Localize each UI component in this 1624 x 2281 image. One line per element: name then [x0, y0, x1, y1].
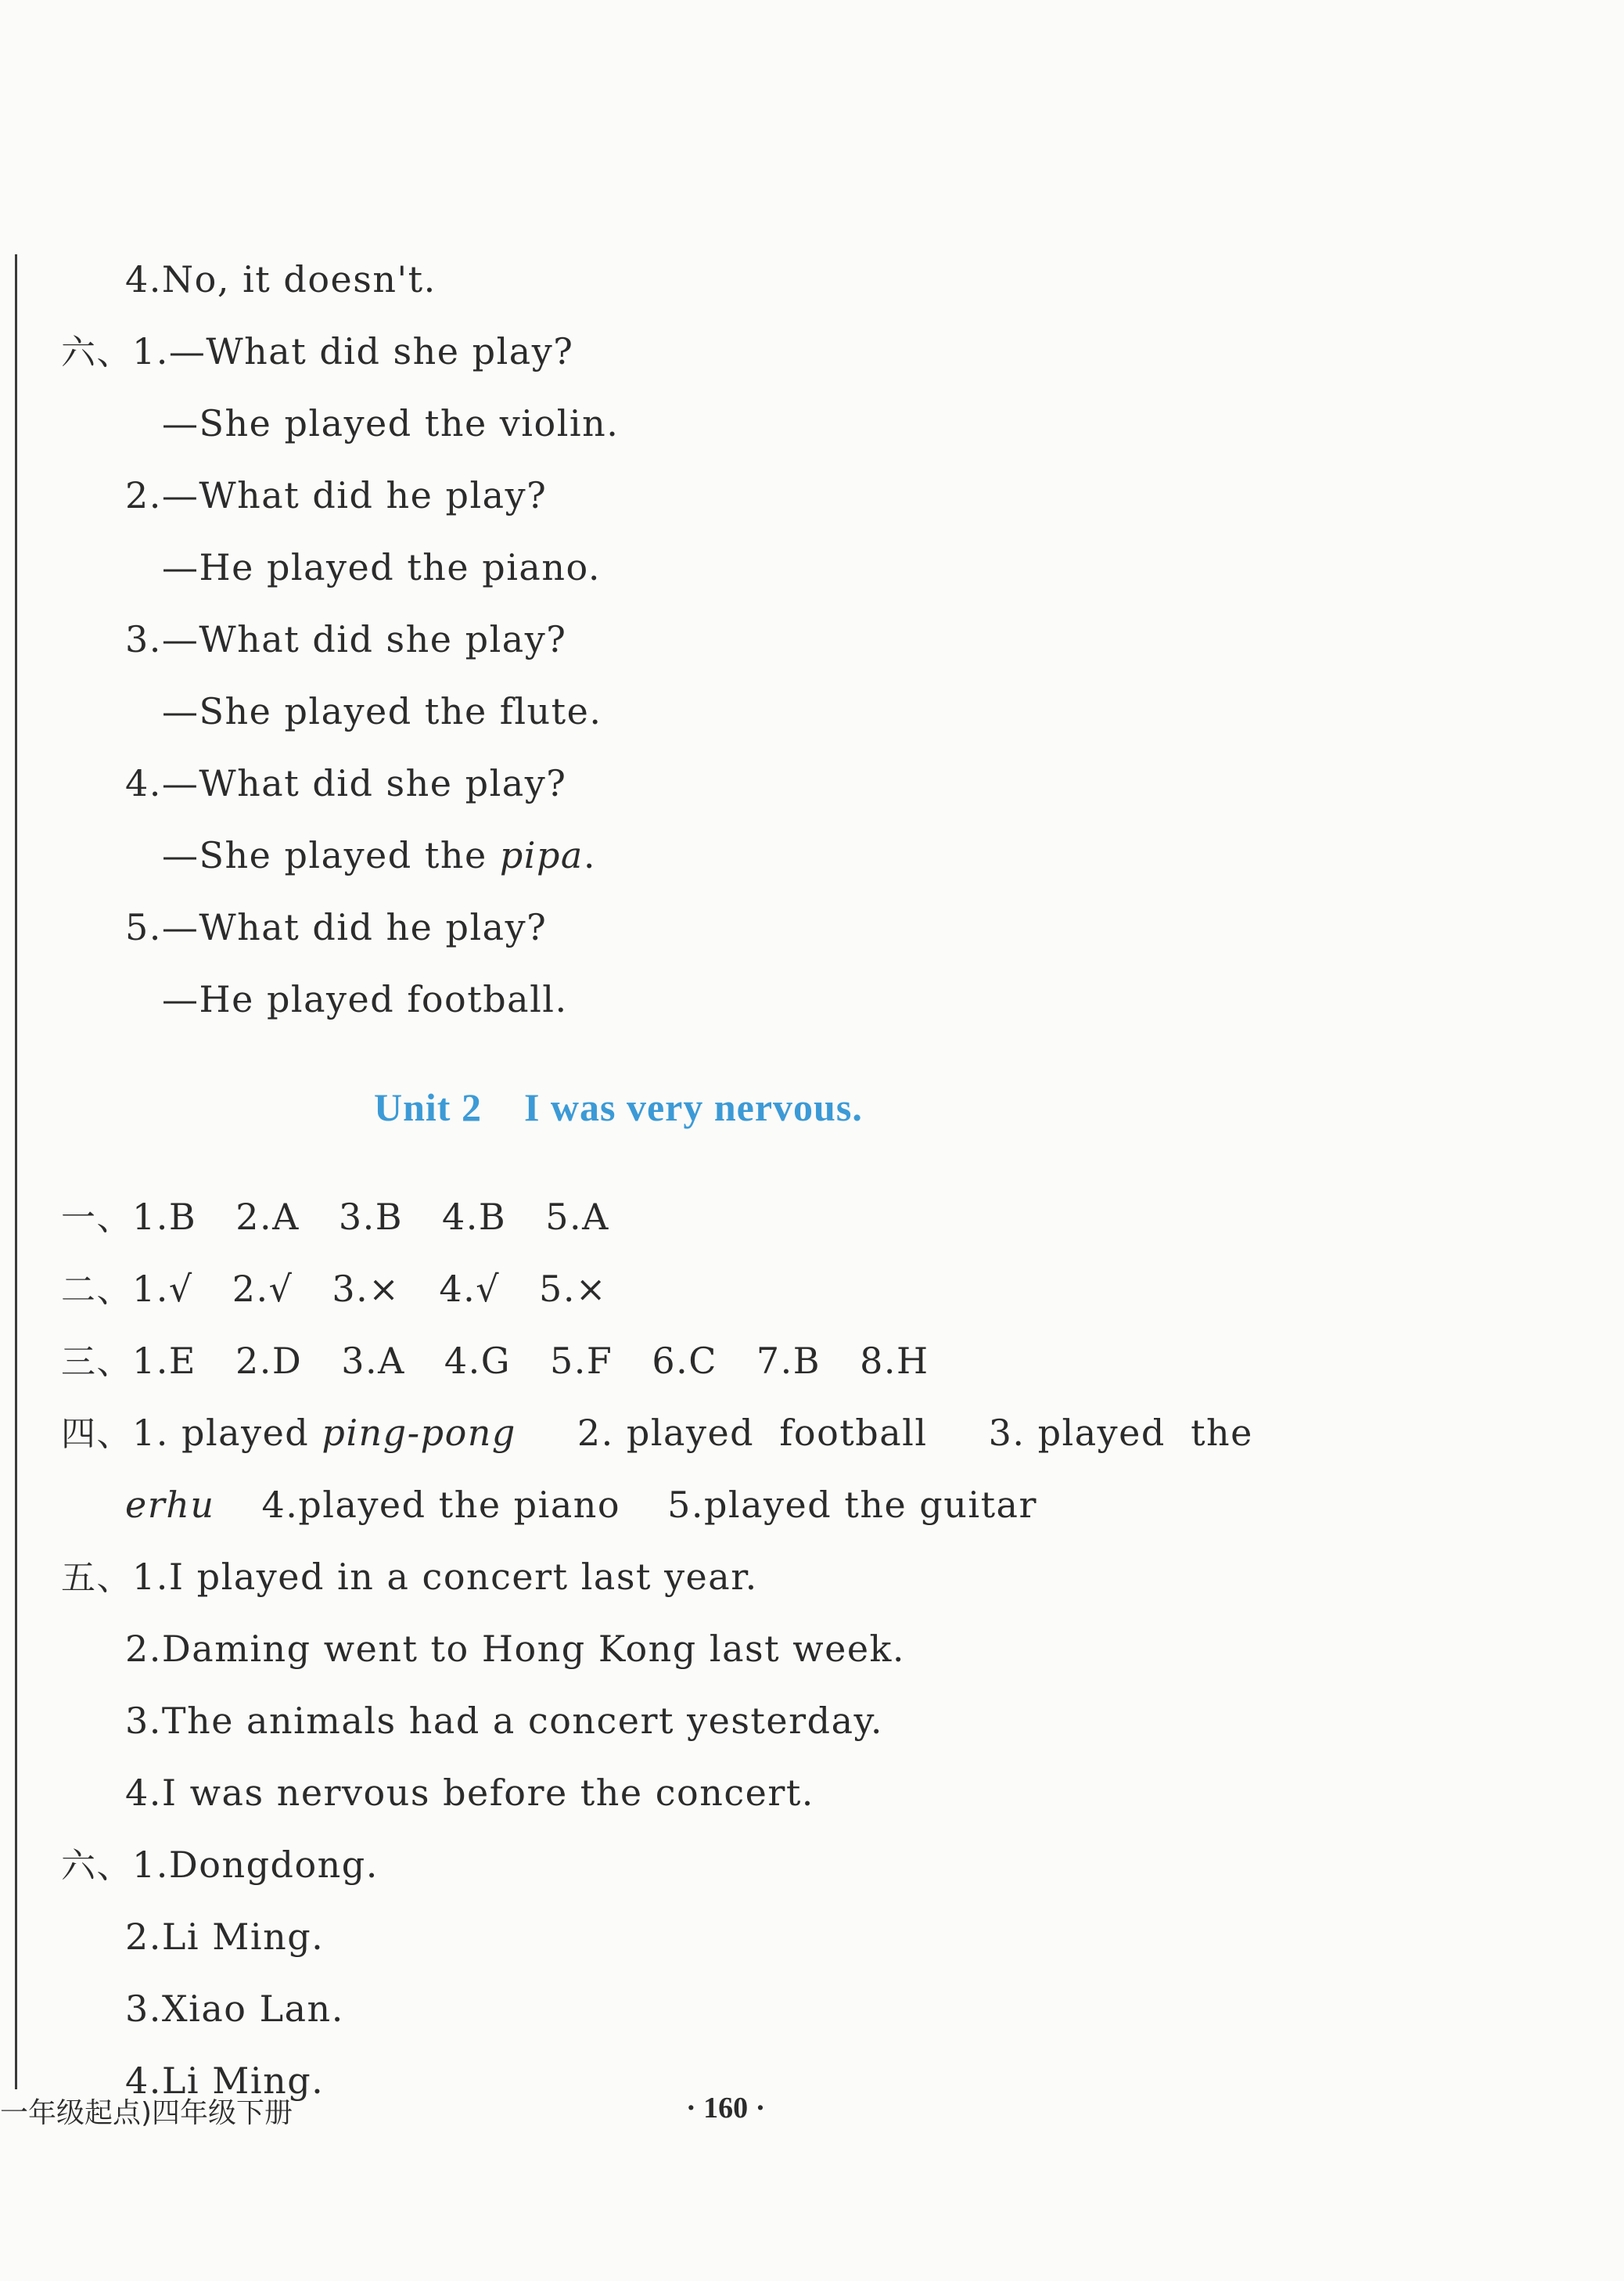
answer-line: 3.The animals had a concert yesterday.	[125, 1700, 884, 1742]
answer-item: 8.H	[860, 1340, 929, 1382]
answer-item: 2.√	[232, 1268, 293, 1310]
answer-text: 1.I played in a concert last year.	[132, 1556, 758, 1598]
section-number: 一、	[61, 1198, 132, 1238]
page-number: · 160 ·	[686, 2092, 766, 2124]
answer-item: 1.E	[132, 1340, 196, 1382]
italic-term: ping-pong	[322, 1412, 516, 1454]
answer-line: —She played the violin.	[162, 402, 620, 444]
section-number: 四、	[61, 1414, 132, 1454]
answer-text: 2. played football	[577, 1412, 928, 1454]
answer-item: 5.A	[545, 1196, 609, 1238]
section-4-line-1	[61, 1409, 1253, 1458]
section-2-answers	[61, 1265, 607, 1314]
section-6-q1	[61, 328, 573, 376]
italic-term: erhu	[125, 1484, 215, 1526]
answer-text: 3. played the	[988, 1412, 1253, 1454]
answer-item: 4.√	[439, 1268, 501, 1310]
punctuation: .	[583, 834, 596, 876]
italic-term: pipa	[499, 834, 584, 876]
answer-item: 7.B	[756, 1340, 821, 1382]
answer-line	[162, 832, 596, 879]
answer-item: 5.F	[550, 1340, 613, 1382]
section-3-answers	[61, 1337, 929, 1386]
section-number: 五、	[61, 1558, 132, 1598]
answer-item: 6.C	[652, 1340, 717, 1382]
section-number: 三、	[61, 1342, 132, 1382]
answer-item: 1.√	[132, 1268, 193, 1310]
answer-item: 2.A	[235, 1196, 300, 1238]
question-line: 2.—What did he play?	[125, 474, 548, 516]
section-number: 六、	[61, 333, 132, 372]
answer-line: 4.Li Ming.	[125, 2060, 325, 2102]
answer-line: 2.Li Ming.	[125, 1916, 325, 1958]
answer-text: 1.Dongdong.	[132, 1844, 379, 1886]
answer-text: —She played the	[162, 834, 500, 876]
answer-text: 1. played	[132, 1412, 322, 1454]
answer-line: —He played football.	[162, 978, 568, 1020]
section-5-a1	[61, 1553, 758, 1602]
question-line: 3.—What did she play?	[125, 618, 567, 660]
question-text: 1.—What did she play?	[132, 330, 574, 372]
answer-text: 5.played the guitar	[667, 1484, 1037, 1526]
section-1-answers	[61, 1193, 609, 1242]
section-number: 二、	[61, 1270, 132, 1310]
answer-item: 3.B	[338, 1196, 404, 1238]
answer-item: 4.G	[444, 1340, 511, 1382]
section-6-a1	[61, 1841, 379, 1890]
answer-line: —He played the piano.	[162, 546, 601, 588]
section-4-line-2	[125, 1481, 1037, 1528]
answer-item: 5.×	[539, 1268, 607, 1310]
answer-item: 4.B	[442, 1196, 507, 1238]
answer-line: 2.Daming went to Hong Kong last week.	[125, 1628, 906, 1670]
answer-text: 4.played the piano	[261, 1484, 621, 1526]
answer-line: —She played the flute.	[162, 690, 602, 732]
section-number: 六、	[61, 1846, 132, 1886]
unit-title: Unit 2 I was very nervous.	[374, 1085, 863, 1129]
footer-book-title: 一年级起点)四年级下册	[0, 2097, 293, 2129]
margin-rule	[15, 254, 17, 2089]
answer-item: 2.D	[235, 1340, 303, 1382]
question-line: 5.—What did he play?	[125, 906, 548, 948]
question-line: 4.—What did she play?	[125, 762, 567, 804]
answer-line: 3.Xiao Lan.	[125, 1988, 344, 2030]
answer-item: 1.B	[132, 1196, 197, 1238]
answer-line: 4.I was nervous before the concert.	[125, 1772, 814, 1814]
answer-item: 3.×	[332, 1268, 401, 1310]
answer-line: 4.No, it doesn't.	[125, 258, 437, 300]
answer-item: 3.A	[341, 1340, 405, 1382]
